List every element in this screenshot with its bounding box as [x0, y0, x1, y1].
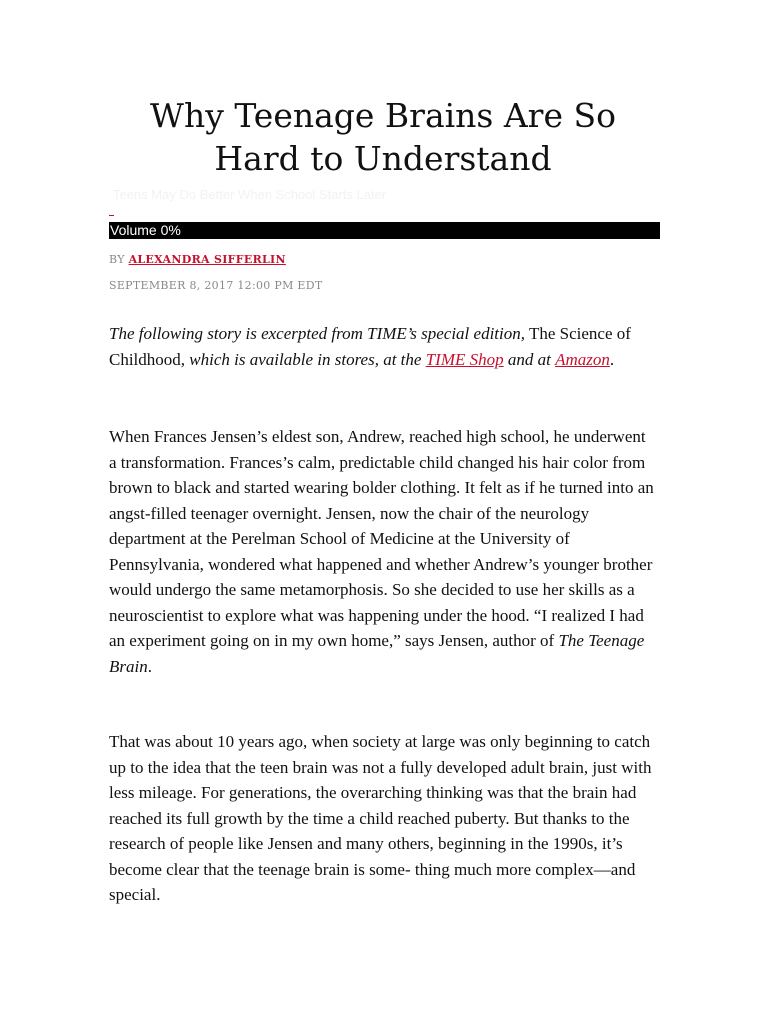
- body-paragraph-1-text: When Frances Jensen’s eldest son, Andrew, reached high school, he underwent a transformation. Frances’s calm, predictable child changed his hair color from brown to black and started wearing bolder clothing. It felt as if he turned into an angst-filled teenager overnight. Jensen, now the chair of the neurology department at the Perelman School of Medicine at the University of Pennsylvania, wondered what happened and whether Andrew’s younger brother would undergo the same metamorphosis. So she decided to use her skills as a neuroscientist to explore what was happening under the hood. “I realized I had an experiment going on in my own home,” says Jensen, author of: [109, 427, 654, 650]
- body-paragraph-1-end: .: [147, 656, 152, 676]
- intro-text-1: The following story is excerpted from TIME’s special edition,: [109, 324, 525, 343]
- amazon-link[interactable]: Amazon: [555, 349, 610, 369]
- byline-prefix: BY: [109, 253, 125, 266]
- intro-end: .: [609, 349, 615, 369]
- volume-indicator: Volume 0%: [110, 222, 181, 238]
- body-paragraph-1: [109, 424, 654, 679]
- player-accent-mark: [109, 215, 114, 216]
- book-title: The Science of Childhood: [109, 324, 631, 369]
- body-paragraph-2: [109, 729, 654, 908]
- video-player-bar[interactable]: [109, 222, 660, 239]
- byline: [109, 253, 286, 267]
- author-link[interactable]: ALEXANDRA SIFFERLIN: [128, 253, 286, 266]
- intro-paragraph: [109, 321, 654, 372]
- book-title-teenage-brain: The Teenage Brain: [109, 631, 645, 676]
- article-headline: Why Teenage Brains Are So Hard to Understand: [150, 96, 616, 178]
- intro-text-3: and at: [507, 349, 551, 369]
- related-story-link[interactable]: Teens May Do Better When School Starts Later: [113, 187, 387, 202]
- time-shop-link[interactable]: TIME Shop: [425, 349, 504, 369]
- publish-date: SEPTEMBER 8, 2017 12:00 PM EDT: [109, 279, 323, 292]
- body-paragraph-2-text: That was about 10 years ago, when society at large was only beginning to catch up to the idea that the teen brain was not a fully developed adult brain, just with less mileage. For generations, the overarching thinking was that the brain had reached its full growth by the time a child reached puberty. But thanks to the research of people like Jensen and many others, beginning in the 1990s, it’s become clear that the teenage brain is some- thing much more complex—and special.: [109, 732, 652, 904]
- intro-text-2: , which is available in stores, at the: [180, 349, 422, 369]
